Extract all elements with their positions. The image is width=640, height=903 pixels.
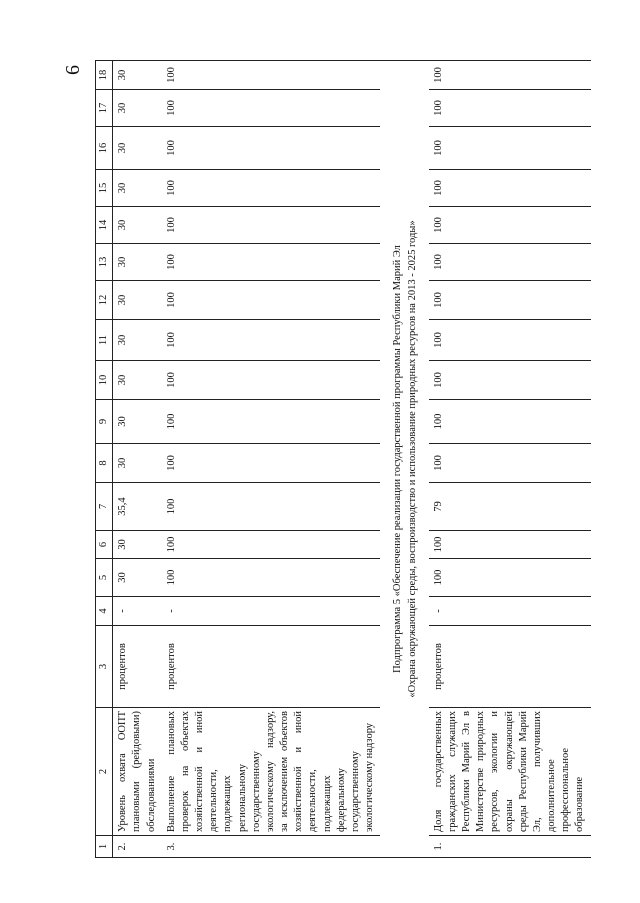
value-cell: 100 xyxy=(162,400,381,444)
value-cell: 35,4 xyxy=(113,483,162,531)
value-cell: - xyxy=(429,597,591,626)
value-cell: 100 xyxy=(162,559,381,597)
header-cell: 6 xyxy=(96,531,113,559)
value-cell: 30 xyxy=(113,320,162,361)
header-cell: 18 xyxy=(96,61,113,90)
value-cell: 100 xyxy=(429,559,591,597)
header-cell: 1 xyxy=(96,836,113,858)
header-cell: 3 xyxy=(96,626,113,708)
table-row xyxy=(429,61,591,858)
subprogram-heading-line: «Охрана окружающей среды, воспроизводство и использование природных ресурсов на 2013 - 2025 годы» xyxy=(407,220,419,698)
value-cell: 100 xyxy=(429,244,591,281)
row-number-cell: 1. xyxy=(429,836,591,858)
value-cell: 30 xyxy=(113,244,162,281)
header-cell: 7 xyxy=(96,483,113,531)
table-header-row xyxy=(96,61,113,858)
table-row xyxy=(162,61,381,858)
subprogram-heading-line: Подпрограмма 5 «Обеспечение реализации государственной программы Республики Марий Эл xyxy=(392,245,404,673)
header-cell: 17 xyxy=(96,90,113,127)
value-cell: 100 xyxy=(429,207,591,244)
value-cell: 100 xyxy=(162,61,381,90)
value-cell: 79 xyxy=(429,483,591,531)
value-cell: 30 xyxy=(113,61,162,90)
header-cell: 11 xyxy=(96,320,113,361)
value-cell: 100 xyxy=(162,483,381,531)
value-cell: 100 xyxy=(162,244,381,281)
unit-cell: процентов xyxy=(162,626,381,708)
indicator-name-cell: Выполнение плановых проверок на объектах хозяйственной и иной деятельности, подлежащих региональному государственному экологическому надзору, за исключением объектов хозяйственной и иной деятельности, подлежащих федеральному государственному экологическому надзору xyxy=(162,708,381,836)
value-cell: 100 xyxy=(429,127,591,170)
value-cell: 100 xyxy=(162,320,381,361)
row-number-cell: 2. xyxy=(113,836,162,858)
unit-cell: процентов xyxy=(113,626,162,708)
subprogram-heading-row xyxy=(380,61,428,858)
header-cell: 2 xyxy=(96,708,113,836)
value-cell: 100 xyxy=(162,90,381,127)
value-cell: 100 xyxy=(429,61,591,90)
table-row xyxy=(113,61,162,858)
header-cell: 16 xyxy=(96,127,113,170)
value-cell: 100 xyxy=(429,361,591,400)
value-cell: 100 xyxy=(162,170,381,207)
indicator-name-cell: Уровень охвата ООПТ плановыми (рейдовыми) обследованиями xyxy=(113,708,162,836)
page-number: 6 xyxy=(62,65,84,75)
value-cell: 30 xyxy=(113,444,162,483)
value-cell: 30 xyxy=(113,127,162,170)
header-cell: 9 xyxy=(96,400,113,444)
value-cell: 30 xyxy=(113,207,162,244)
value-cell: 30 xyxy=(113,531,162,559)
value-cell: 100 xyxy=(162,361,381,400)
header-cell: 10 xyxy=(96,361,113,400)
value-cell: 100 xyxy=(429,444,591,483)
value-cell: 100 xyxy=(162,444,381,483)
indicator-table xyxy=(95,60,591,858)
value-cell: 100 xyxy=(429,90,591,127)
value-cell: 30 xyxy=(113,559,162,597)
value-cell: 30 xyxy=(113,281,162,320)
header-cell: 13 xyxy=(96,244,113,281)
indicator-name-cell: Доля государственных гражданских служащих Республики Марий Эл в Министерстве природных ресурсов, экологии и охраны окружающей среды Республики Марий Эл, получивших дополнительное профессиональное образование xyxy=(429,708,591,836)
header-cell: 8 xyxy=(96,444,113,483)
value-cell: 100 xyxy=(162,207,381,244)
subprogram-heading xyxy=(380,61,428,858)
value-cell: 100 xyxy=(429,320,591,361)
value-cell: 100 xyxy=(162,127,381,170)
header-cell: 12 xyxy=(96,281,113,320)
value-cell: 30 xyxy=(113,90,162,127)
value-cell: 100 xyxy=(162,531,381,559)
value-cell: 100 xyxy=(162,281,381,320)
unit-cell: процентов xyxy=(429,626,591,708)
value-cell: 100 xyxy=(429,400,591,444)
header-cell: 4 xyxy=(96,597,113,626)
value-cell: - xyxy=(113,597,162,626)
header-cell: 14 xyxy=(96,207,113,244)
value-cell: 100 xyxy=(429,531,591,559)
row-number-cell: 3. xyxy=(162,836,381,858)
value-cell: 30 xyxy=(113,400,162,444)
value-cell: 100 xyxy=(429,170,591,207)
value-cell: 100 xyxy=(429,281,591,320)
value-cell: 30 xyxy=(113,361,162,400)
value-cell: - xyxy=(162,597,381,626)
header-cell: 15 xyxy=(96,170,113,207)
header-cell: 5 xyxy=(96,559,113,597)
value-cell: 30 xyxy=(113,170,162,207)
